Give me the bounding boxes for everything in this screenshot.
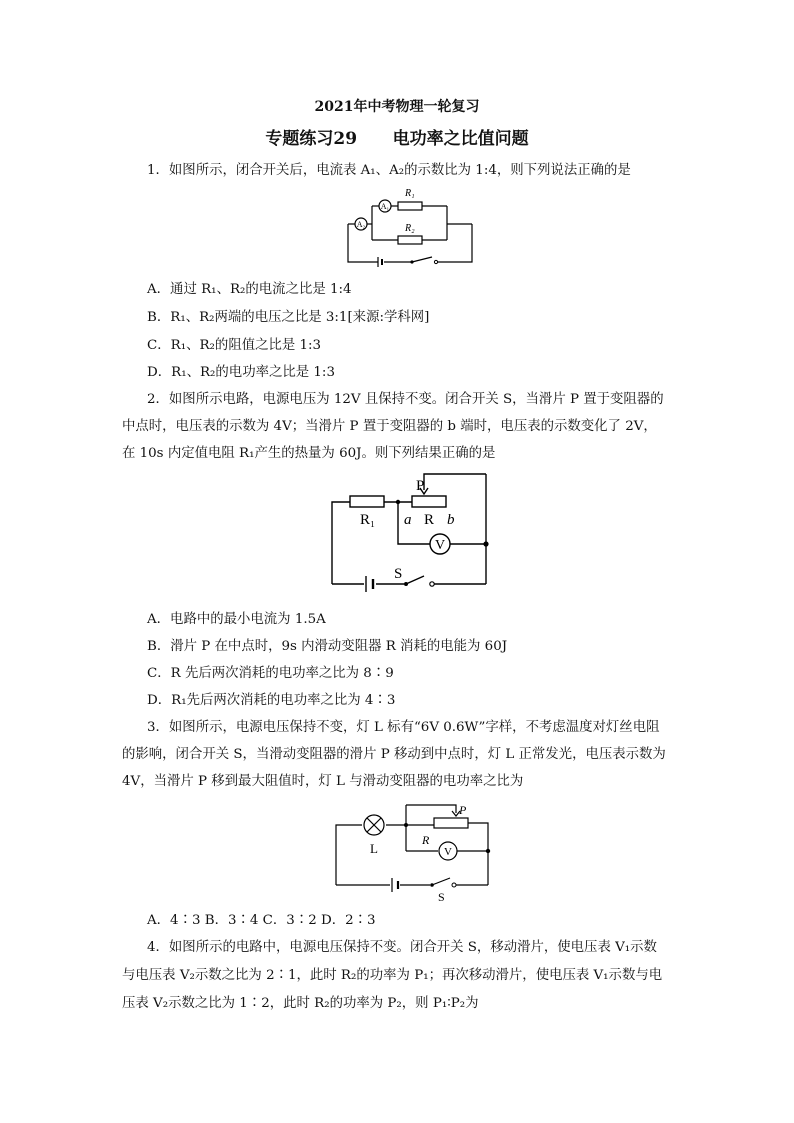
q3-slider-p-label: P [459, 803, 467, 817]
q4-stem-line-1: 4．如图所示的电路中，电源电压保持不变。闭合开关 S，移动滑片，使电压表 V₁示数 [147, 940, 657, 955]
q2-option-d: D．R₁先后两次消耗的电功率之比为 4∶3 [147, 693, 396, 708]
q1-r1-label: R₁ [405, 188, 415, 199]
q3-circuit-diagram [330, 797, 496, 905]
q1-option-b: B．R₁、R₂两端的电压之比是 3:1[来源:学科网] [147, 310, 430, 325]
q1-circuit-diagram [340, 182, 480, 268]
q2-r1-label: R₁ [360, 512, 376, 528]
page-title: 2021年中考物理一轮复习 [314, 99, 480, 115]
q2-stem-line-2: 中点时，电压表的示数为 4V；当滑片 P 置于变阻器的 b 端时，电压表的示数变化了 2V， [122, 419, 657, 434]
q2-option-a: A．电路中的最小电流为 1.5A [147, 612, 326, 627]
q2-rheostat-r-label: R [424, 512, 435, 528]
q3-rheostat-r-label: R [422, 833, 430, 847]
q3-voltmeter-label: V [444, 846, 452, 858]
q3-stem-line-3: 4V，当滑片 P 移到最大阻值时，灯 L 与滑动变阻器的电功率之比为 [122, 774, 524, 789]
q1-option-a: A．通过 R₁、R₂的电流之比是 1:4 [147, 282, 352, 297]
q2-stem-line-3: 在 10s 内定值电阻 R₁产生的热量为 60J。则下列结果正确的是 [122, 446, 496, 461]
q4-stem-line-2: 与电压表 V₂示数之比为 2∶1，此时 R₂的功率为 P₁；再次移动滑片，使电压表 V₁示数与电 [122, 968, 663, 983]
q3-stem-line-2: 的影响，闭合开关 S，当滑动变阻器的滑片 P 移动到中点时，灯 L 正常发光，电压表示数为 [122, 747, 666, 762]
q4-stem-line-3: 压表 V₂示数之比为 1∶2，此时 R₂的功率为 P₂，则 P₁∶P₂为 [122, 996, 479, 1011]
q2-end-a-label: a [404, 512, 412, 528]
q2-slider-p-label: P [416, 478, 425, 494]
q2-option-c: C．R 先后两次消耗的电功率之比为 8∶9 [147, 666, 394, 681]
q3-options: A．4∶3 B．3∶4 C．3∶2 D．2∶3 [147, 913, 376, 928]
q2-option-b: B．滑片 P 在中点时，9s 内滑动变阻器 R 消耗的电能为 60J [147, 639, 508, 654]
q1-ammeter-a1-label: A₁ [380, 202, 390, 211]
q1-option-d: D．R₁、R₂的电功率之比是 1:3 [147, 365, 335, 380]
q2-voltmeter-label: V [434, 538, 446, 553]
q3-switch-label: S [438, 890, 445, 904]
q1-stem: 1．如图所示，闭合开关后，电流表 A₁、A₂的示数比为 1:4，则下列说法正确的是 [147, 163, 631, 178]
q2-stem-line-1: 2．如图所示电路，电源电压为 12V 且保持不变。闭合开关 S，当滑片 P 置于变阻器的 [147, 392, 664, 407]
q2-end-b-label: b [447, 512, 455, 528]
q1-r2-label: R₂ [405, 223, 415, 234]
page-subtitle: 专题练习29 电功率之比值问题 [265, 129, 529, 149]
q1-ammeter-a2-label: A₂ [356, 220, 366, 229]
q3-lamp-label: L [370, 841, 378, 856]
q2-switch-label: S [394, 566, 403, 582]
q3-stem-line-1: 3．如图所示，电源电压保持不变，灯 L 标有“6V 0.6W”字样，不考虑温度对灯丝电阻 [147, 720, 660, 735]
q2-circuit-diagram [326, 468, 492, 600]
q1-option-c: C．R₁、R₂的阻值之比是 1:3 [147, 338, 322, 353]
